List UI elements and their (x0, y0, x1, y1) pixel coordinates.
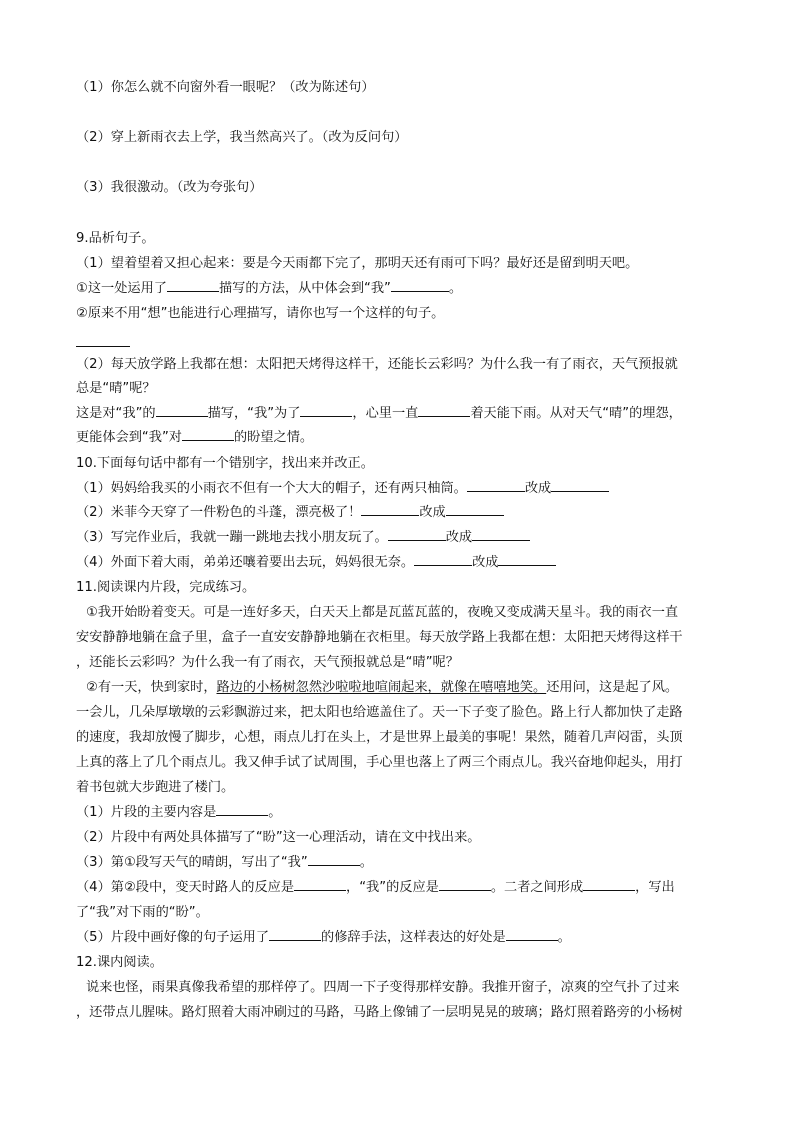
q11-question-4 (76, 878, 726, 898)
q11-question-1 (76, 803, 726, 823)
q9-passage-1: （1）望着望着又担心起来：要是今天雨都下完了，那明天还有雨可下吗？最好还是留到明天吧。 (76, 256, 639, 271)
q10-item-4-text: （4）外面下着大雨，弟弟还嚷着要出去玩，妈妈很无奈。 (76, 555, 415, 570)
answer-blank[interactable] (300, 404, 352, 417)
answer-blank[interactable] (467, 479, 525, 492)
q11-para2-line-2: 一会儿，几朵厚墩墩的云彩飘游过来，把太阳也给遮盖住了。天一下子变了脸色。路上行人都加快了走路 (76, 705, 683, 720)
q11-para1-line-3: ，还能长云彩吗？为什么我一有了雨衣，天气预报就总是“晴”呢？ (76, 655, 459, 670)
q11-question-2: （2）片段中有两处具体描写了“盼”这一心理活动，请在文中找出来。 (76, 830, 481, 845)
answer-blank[interactable] (439, 878, 491, 891)
q9-q1-text-b: 描写的方法，从中体会到“我” (218, 281, 391, 296)
q9-fill-line-2 (76, 428, 726, 448)
answer-blank[interactable] (388, 528, 446, 541)
change-label: 改成 (419, 505, 446, 520)
q11-q5-text-b: 的修辞手法，这样表达的好处是 (321, 930, 506, 945)
change-label: 改成 (472, 555, 499, 570)
q11-question-3 (76, 853, 726, 873)
q10-item-3 (76, 528, 726, 548)
q11-title: 11.阅读课内片段，完成练习。 (76, 580, 256, 595)
q11-question-5 (76, 928, 726, 948)
answer-blank[interactable] (167, 279, 219, 292)
q10-item-2 (76, 503, 726, 523)
answer-blank[interactable] (269, 928, 321, 941)
q11-q4-text-b: ，“我”的反应是 (346, 880, 439, 895)
q12-line-2: ，还带点儿腥味。路灯照着大雨冲刷过的马路，马路上像铺了一层明晃晃的玻璃；路灯照着路旁的小杨树 (76, 1005, 683, 1020)
answer-blank[interactable] (506, 928, 558, 941)
q12-line-1 (76, 978, 726, 998)
answer-line[interactable] (76, 346, 130, 347)
q9-fill-text-d: 着天能下雨。从对天气“晴”的埋怨， (470, 406, 682, 421)
q9-fill-text-a: 这是对“我”的 (76, 406, 156, 421)
q11-para1-text-1: ①我开始盼着变天。可是一连好多天，白天天上都是瓦蓝瓦蓝的，夜晚又变成满天星斗。我的雨衣一直 (86, 605, 679, 620)
answer-blank[interactable] (418, 404, 470, 417)
q12-text-1: 说来也怪，雨果真像我希望的那样停了。四周一下子变得那样安静。我推开窗子，凉爽的空气扑了过来 (86, 980, 680, 995)
answer-blank[interactable] (308, 853, 360, 866)
q11-para2-line-3: 的速度，我却放慢了脚步，心想，雨点儿打在头上，才是世界上最美的事呢！果然，随着几声闷雷，头顶 (76, 730, 683, 745)
q9-passage-2-line-2: 总是“晴”呢？ (76, 381, 156, 396)
answer-blank[interactable] (551, 479, 609, 492)
answer-blank[interactable] (446, 503, 504, 516)
q11-para1-line-1 (76, 603, 726, 623)
change-label: 改成 (524, 481, 552, 496)
q11-q4-text-c: 。二者之间形成 (490, 880, 584, 895)
q10-item-1-text: （1）妈妈给我买的小雨衣不但有一个大大的帽子，还有两只柚筒。 (76, 481, 467, 496)
q9-fill-text-e: 更能体会到“我”对 (76, 430, 182, 445)
q12-title: 12.课内阅读。 (76, 955, 163, 970)
q10-title: 10.下面每句话中都有一个错别字，找出来并改正。 (76, 456, 374, 471)
q9-fill-text-f: 的盼望之情。 (233, 430, 314, 445)
q9-title: 9.品析句子。 (76, 231, 155, 246)
q9-fill-text-c: ，心里一直 (352, 406, 419, 421)
q11-para2-text-a: ②有一天，快到家时， (86, 680, 217, 695)
q9-question-1 (76, 279, 726, 299)
answer-blank[interactable] (583, 878, 635, 891)
q9-q1-text-c: 。 (448, 281, 463, 296)
q11-para1-line-2: 安安静静地躺在盒子里，盒子一直安安静静地躺在衣柜里。每天放学路上我都在想：太阳把天烤得这样干 (76, 630, 683, 645)
q8-sentence-1: （1）你怎么就不向窗外看一眼呢？（改为陈述句） (76, 80, 375, 95)
q11-question-4-cont: 了“我”对下雨的“盼”。 (76, 905, 209, 920)
change-label: 改成 (445, 530, 473, 545)
q11-q5-end: 。 (557, 930, 571, 945)
answer-blank[interactable] (472, 528, 530, 541)
q11-para2-text-b: 还用问，这是起了风。 (546, 680, 679, 695)
q11-q4-text-d: ，写出 (635, 880, 675, 895)
q8-sentence-2: （2）穿上新雨衣去上学，我当然高兴了。（改为反问句） (76, 130, 408, 145)
underlined-sentence: 路边的小杨树忽然沙啦啦地喧闹起来，就像在嘻嘻地笑。 (216, 680, 547, 695)
q9-fill-line-1 (76, 404, 726, 424)
q11-para2-line-5: 着书包就大步跑进了楼门。 (76, 780, 235, 795)
answer-blank[interactable] (391, 279, 449, 292)
q9-fill-text-b: 描写，“我”为了 (207, 406, 301, 421)
answer-blank[interactable] (414, 553, 472, 566)
q10-item-4 (76, 553, 726, 573)
q11-para2-line-1 (76, 678, 726, 698)
answer-blank[interactable] (498, 553, 556, 566)
q11-q3-end: 。 (359, 855, 373, 870)
answer-blank[interactable] (156, 404, 208, 417)
q11-q1-end: 。 (268, 805, 282, 820)
q9-question-2: ②原来不用“想”也能进行心理描写，请你也写一个这样的句子。 (76, 306, 445, 321)
answer-blank[interactable] (294, 878, 346, 891)
q11-q4-text-a: （4）第②段中，变天时路人的反应是 (76, 880, 295, 895)
answer-blank[interactable] (182, 428, 234, 441)
q9-q1-text-a: ①这一处运用了 (76, 281, 167, 296)
q9-passage-2-line-1: （2）每天放学路上我都在想：太阳把天烤得这样干，还能长云彩吗？为什么我一有了雨衣，天气预报就 (76, 357, 678, 372)
q11-para2-line-4: 上真的落上了几个雨点儿。我又伸手试了试周围，手心里也落上了两三个雨点儿。我兴奋地仰起头，用打 (76, 755, 683, 770)
q11-q3-text: （3）第①段写天气的晴朗，写出了“我” (76, 855, 308, 870)
q10-item-3-text: （3）写完作业后，我就一蹦一跳地去找小朋友玩了。 (76, 530, 388, 545)
q10-item-1 (76, 479, 726, 499)
q11-q1-text: （1）片段的主要内容是 (76, 805, 217, 820)
answer-blank[interactable] (216, 803, 268, 816)
q8-sentence-3: （3）我很激动。（改为夸张句） (76, 180, 263, 195)
q10-item-2-text: （2）米菲今天穿了一件粉色的斗蓬，漂亮极了！ (76, 505, 362, 520)
q11-q5-text-a: （5）片段中画好像的句子运用了 (76, 930, 270, 945)
answer-blank[interactable] (361, 503, 419, 516)
